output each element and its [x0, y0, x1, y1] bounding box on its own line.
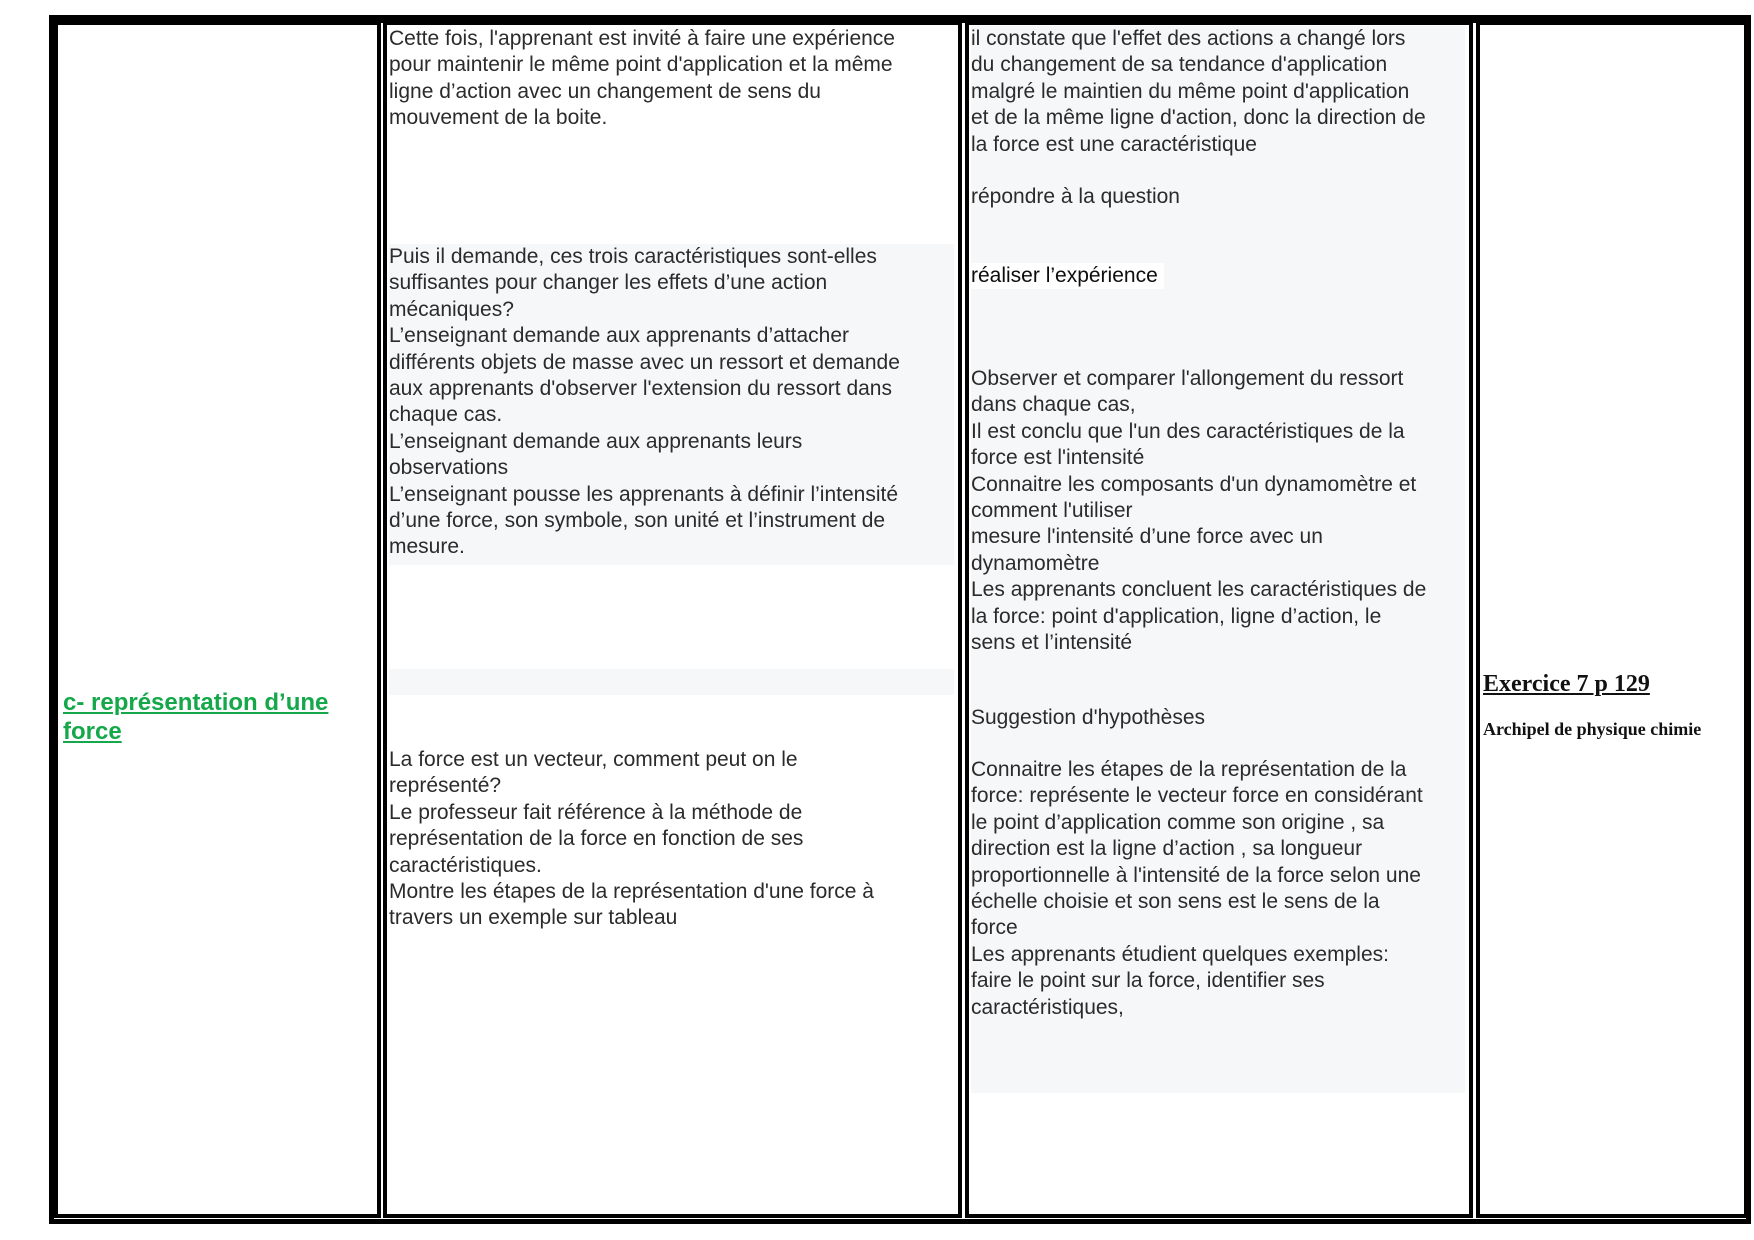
text-line: répondre à la question: [971, 185, 1180, 208]
text-line: force: [971, 916, 1018, 940]
text-line: Puis il demande, ces trois caractéristiques sont-elles: [389, 245, 877, 268]
text-line: échelle choisie et son sens est le sens de la: [971, 890, 1380, 914]
text-line: travers un exemple sur tableau: [389, 906, 678, 930]
text-line: force: représente le vecteur force en considérant: [971, 784, 1423, 808]
section-column: [54, 21, 381, 1218]
text-line: représentation de la force en fonction de ses: [389, 827, 804, 851]
text-line: direction est la ligne d’action , sa longueur: [971, 837, 1363, 861]
text-line: mesure.: [389, 535, 465, 559]
teacher-block-representation: [389, 747, 954, 932]
text-line: représenté?: [389, 774, 502, 798]
text-line: observations: [389, 456, 509, 480]
text-line: pour maintenir le même point d'application et la même: [389, 53, 893, 77]
reference-column: [1476, 21, 1748, 1218]
text-line: Connaitre les étapes de la représentation de la: [971, 758, 1407, 781]
text-line: caractéristiques.: [389, 853, 542, 877]
learner-block-direction: [971, 26, 1465, 158]
textbook-name: Archipel de physique chimie: [1483, 719, 1702, 739]
text-line: comment l'utiliser: [971, 499, 1133, 523]
text-line: Les apprenants concluent les caractéristiques de: [971, 578, 1427, 602]
text-line: d’une force, son symbole, son unité et l’instrument de: [389, 509, 886, 533]
shaded-spacer: [389, 669, 954, 695]
text-line: proportionnelle à l'intensité de la force selon une: [971, 863, 1421, 887]
text-line: le point d’application comme son origine , sa: [971, 810, 1385, 834]
learner-experiment: [971, 263, 1164, 289]
text-line: L’enseignant demande aux apprenants leurs: [389, 429, 803, 453]
text-line: Il est conclu que l'un des caractéristiques de la: [971, 419, 1405, 443]
text-line: aux apprenants d'observer l'extension du ressort dans: [389, 377, 892, 401]
text-line: chaque cas.: [389, 403, 503, 427]
text-line: L’enseignant pousse les apprenants à définir l’intensité: [389, 482, 899, 506]
text-line: la force est une caractéristique: [971, 132, 1257, 156]
teacher-block-experience: [389, 26, 954, 132]
exercise-reference: Exercice 7 p 129: [1483, 671, 1650, 697]
text-line: faire le point sur la force, identifier ses: [971, 969, 1325, 993]
text-line: mécaniques?: [389, 297, 514, 321]
text-line: caractéristiques,: [971, 995, 1124, 1019]
text-line: La force est un vecteur, comment peut on le: [389, 748, 798, 771]
learner-hypotheses: [971, 705, 1465, 731]
text-line: ligne d’action avec un changement de sens du: [389, 79, 821, 103]
text-line: Connaitre les composants d'un dynamomètre et: [971, 472, 1417, 496]
text-line: Cette fois, l'apprenant est invité à faire une expérience: [389, 27, 895, 50]
text-line: différents objets de masse avec un ressort et demande: [389, 350, 900, 374]
text-line: force est l'intensité: [971, 446, 1145, 470]
learner-activities-column: [965, 21, 1473, 1218]
text-line: Les apprenants étudient quelques exemples:: [971, 942, 1389, 966]
text-line: sens et l’intensité: [971, 631, 1133, 655]
text-line: la force: point d'application, ligne d’action, le: [971, 604, 1382, 628]
text-line: dans chaque cas,: [971, 393, 1136, 417]
text-line: dynamomètre: [971, 551, 1100, 575]
text-line: L’enseignant demande aux apprenants d’attacher: [389, 324, 850, 348]
text-line: malgré le maintien du même point d'application: [971, 79, 1410, 103]
learner-answer: [971, 184, 1465, 210]
text-line: et de la même ligne d'action, donc la direction de: [971, 106, 1426, 130]
teacher-activities-column: [383, 21, 962, 1218]
text-line: suffisantes pour changer les effets d’une action: [389, 271, 828, 295]
section-title: [63, 689, 328, 746]
text-line: Observer et comparer l'allongement du ressort: [971, 367, 1404, 390]
text-line: Le professeur fait référence à la méthode de: [389, 800, 803, 824]
teacher-block-intensity: [389, 244, 954, 565]
text-line: mouvement de la boite.: [389, 106, 608, 130]
learner-block-intensity: [971, 366, 1465, 656]
text-line: réaliser l’expérience: [971, 264, 1158, 287]
text-line: Suggestion d'hypothèses: [971, 706, 1206, 729]
text-line: du changement de sa tendance d'application: [971, 53, 1388, 77]
text-line: Montre les étapes de la représentation d'une force à: [389, 880, 874, 904]
text-line: il constate que l'effet des actions a changé lors: [971, 27, 1406, 50]
text-line: mesure l'intensité d’une force avec un: [971, 525, 1323, 549]
section-title-line: c- représentation d’une: [63, 689, 329, 716]
learner-block-representation: [971, 757, 1465, 1021]
section-title-line: force: [63, 717, 122, 745]
